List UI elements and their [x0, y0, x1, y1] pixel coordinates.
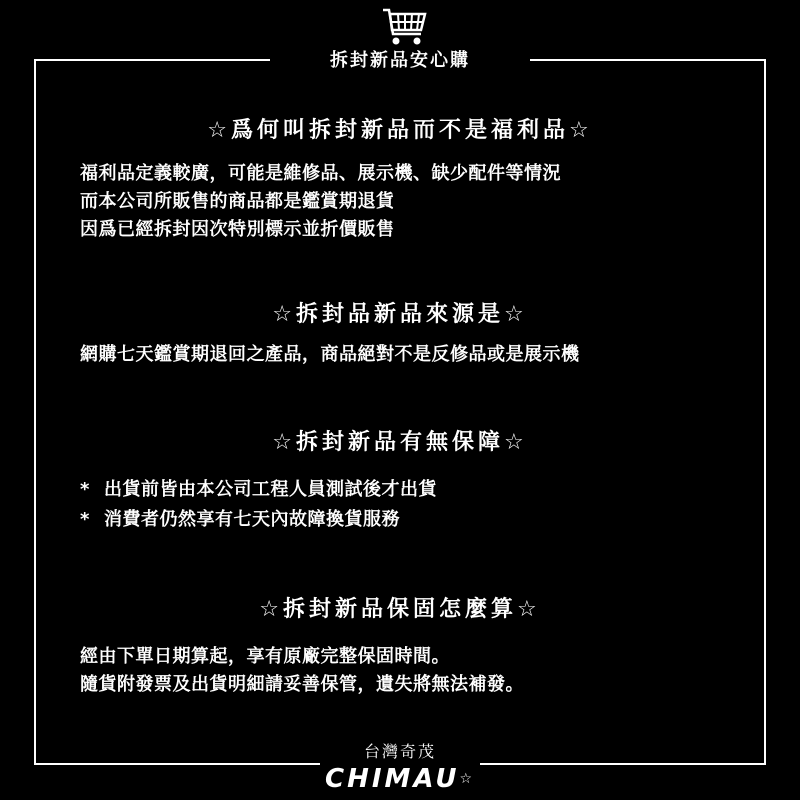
brand-text: CHIMAU: [324, 764, 460, 794]
bullet-item: [80, 508, 400, 532]
section-title-warranty: ☆拆封新品有無保障☆: [272, 430, 528, 455]
frame-left-line: [34, 59, 36, 765]
bullet-item: [80, 478, 437, 502]
bullet-text: 出貨前皆由本公司工程人員測試後才出貨: [104, 479, 437, 500]
bullet-mark: *: [80, 509, 90, 530]
shopping-cart-icon: [381, 6, 429, 50]
section-title-why: ☆爲何叫拆封新品而不是福利品☆: [207, 118, 593, 143]
company-name: 台灣奇茂: [363, 742, 436, 761]
section-line: 經由下單日期算起，享有原廠完整保固時間。: [80, 646, 450, 667]
section-title-source: ☆拆封品新品來源是☆: [272, 302, 528, 327]
bullet-text: 消費者仍然享有七天內故障換貨服務: [104, 509, 400, 530]
bullet-mark: *: [80, 479, 90, 500]
section-title-guarantee: ☆拆封新品保固怎麼算☆: [259, 597, 541, 622]
section-line: 而本公司所販售的商品都是鑑賞期退貨: [80, 191, 395, 212]
section-line: 因爲已經拆封因次特別標示並折價販售: [80, 219, 395, 240]
header-title: 拆封新品安心購: [330, 50, 470, 71]
section-line: 網購七天鑑賞期退回之產品，商品絕對不是反修品或是展示機: [80, 344, 580, 365]
star-icon: ☆: [459, 771, 476, 787]
frame-right-line: [764, 59, 766, 765]
brand-logo: [0, 764, 800, 794]
section-line: 福利品定義較廣，可能是維修品、展示機、缺少配件等情況: [80, 163, 561, 184]
section-line: 隨貨附發票及出貨明細請妥善保管，遺失將無法補發。: [80, 674, 524, 695]
